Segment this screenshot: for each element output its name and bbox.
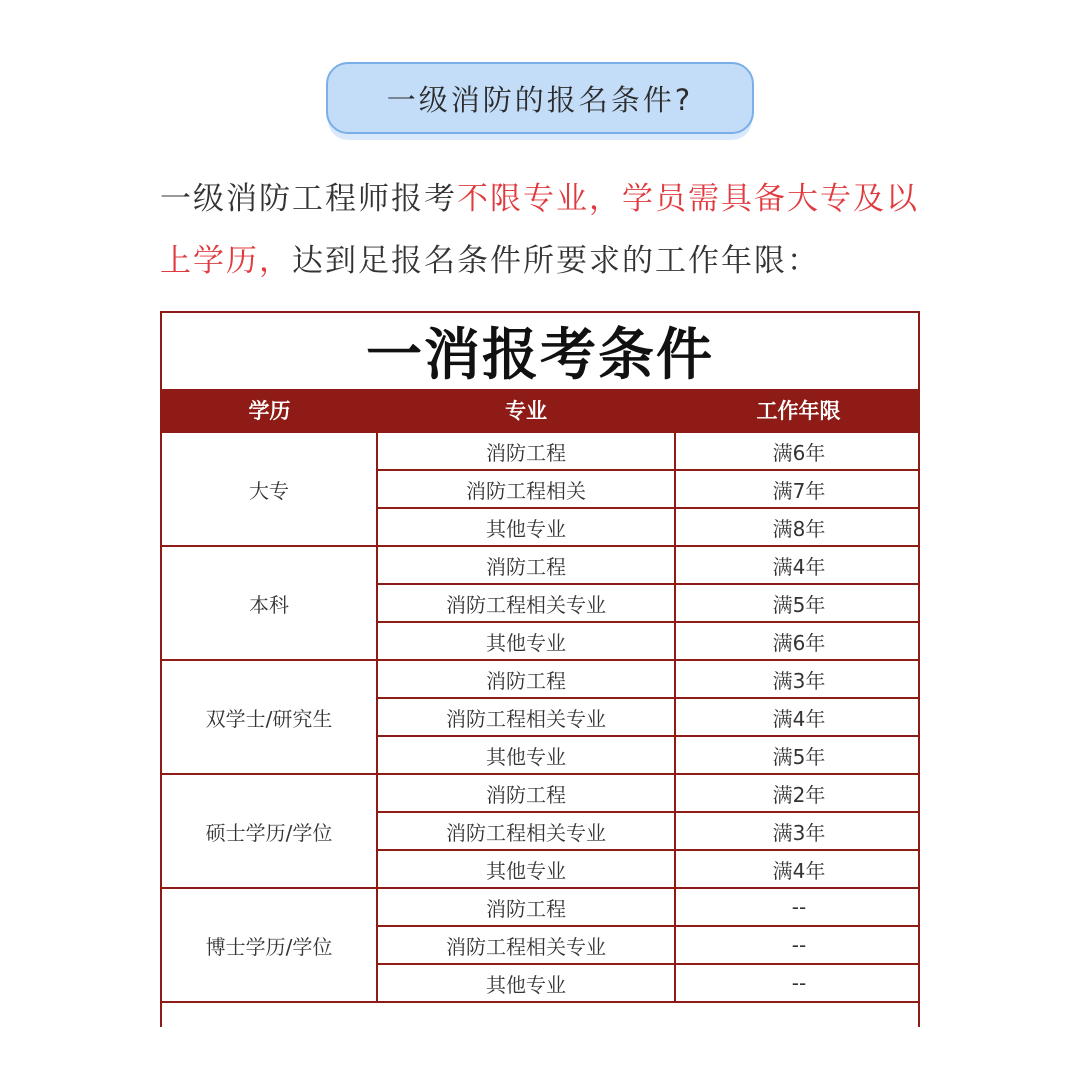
major-cell: 其他专业 — [377, 508, 675, 546]
education-cell: 博士学历/学位 — [162, 888, 377, 1002]
table-row — [162, 546, 920, 584]
requirements-table — [162, 389, 920, 1003]
work-years-cell: 满4年 — [675, 698, 920, 736]
work-years-cell: 满7年 — [675, 470, 920, 508]
major-cell: 消防工程相关专业 — [377, 584, 675, 622]
work-years-cell: 满4年 — [675, 546, 920, 584]
table-title: 一消报考条件 — [366, 322, 714, 388]
major-cell: 消防工程相关专业 — [377, 698, 675, 736]
header-major: 专业 — [377, 389, 675, 432]
major-cell: 消防工程相关专业 — [377, 926, 675, 964]
work-years-cell: 满5年 — [675, 584, 920, 622]
work-years-cell: 满4年 — [675, 850, 920, 888]
major-cell: 消防工程 — [377, 774, 675, 812]
major-cell: 消防工程 — [377, 888, 675, 926]
work-years-cell: 满8年 — [675, 508, 920, 546]
table-header-row — [162, 389, 920, 432]
work-years-cell: 满2年 — [675, 774, 920, 812]
header-work-years: 工作年限 — [675, 389, 920, 432]
major-cell: 其他专业 — [377, 622, 675, 660]
page-title: 一级消防的报名条件? — [386, 82, 694, 117]
work-years-cell: 满3年 — [675, 660, 920, 698]
work-years-cell: -- — [675, 926, 920, 964]
header-education: 学历 — [162, 389, 377, 432]
major-cell: 消防工程 — [377, 546, 675, 584]
requirements-table-card — [160, 311, 920, 1027]
table-row — [162, 888, 920, 926]
table-row — [162, 432, 920, 470]
major-cell: 其他专业 — [377, 850, 675, 888]
intro-paragraph — [160, 168, 940, 292]
major-cell: 消防工程相关专业 — [377, 812, 675, 850]
major-cell: 其他专业 — [377, 736, 675, 774]
education-cell: 大专 — [162, 432, 377, 546]
intro-highlight: 不限专业，学员需具备大专及以上学历， — [160, 181, 919, 279]
major-cell: 其他专业 — [377, 964, 675, 1002]
intro-text-part1: 一级消防工程师报考 — [160, 181, 457, 217]
table-body — [162, 432, 920, 1002]
page-title-pill — [326, 62, 754, 134]
table-row — [162, 660, 920, 698]
work-years-cell: -- — [675, 964, 920, 1002]
major-cell: 消防工程相关 — [377, 470, 675, 508]
education-cell: 双学士/研究生 — [162, 660, 377, 774]
major-cell: 消防工程 — [377, 432, 675, 470]
work-years-cell: 满6年 — [675, 622, 920, 660]
education-cell: 本科 — [162, 546, 377, 660]
work-years-cell: 满6年 — [675, 432, 920, 470]
education-cell: 硕士学历/学位 — [162, 774, 377, 888]
work-years-cell: 满3年 — [675, 812, 920, 850]
work-years-cell: 满5年 — [675, 736, 920, 774]
intro-text-part3: 达到足报名条件所要求的工作年限： — [292, 243, 820, 279]
major-cell: 消防工程 — [377, 660, 675, 698]
table-row — [162, 774, 920, 812]
work-years-cell: -- — [675, 888, 920, 926]
